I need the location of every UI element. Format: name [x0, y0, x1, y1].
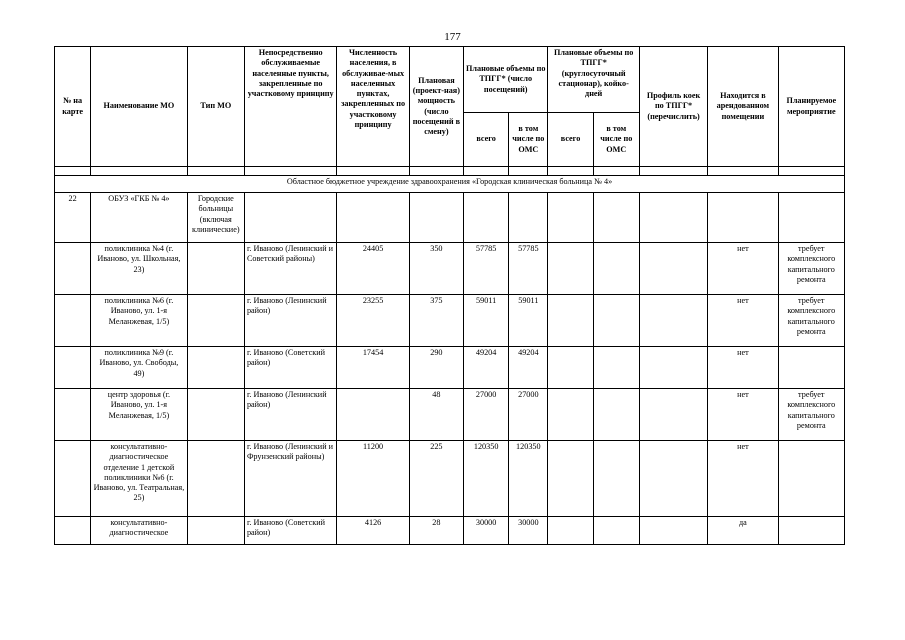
header-beds: Профиль коек по ТПГГ* (перечислить)	[639, 47, 707, 167]
org-type: Городские больницы (включая клинические)	[187, 193, 244, 243]
row-total: 30000	[464, 517, 509, 545]
row-total: 49204	[464, 347, 509, 389]
row-rented: нет	[708, 295, 778, 347]
header-type: Тип МО	[187, 47, 244, 167]
header-hosp-total: всего	[548, 113, 593, 167]
mo-table	[54, 46, 845, 545]
header-planned: Планируемое мероприятие	[778, 47, 844, 167]
header-hosp-oms: в том числе по ОМС	[593, 113, 639, 167]
row-capacity: 290	[409, 347, 463, 389]
row-total: 57785	[464, 243, 509, 295]
row-planned: требует комплексного капитального ремонта	[778, 295, 844, 347]
row-capacity: 28	[409, 517, 463, 545]
header-amb-oms: в том числе по ОМС	[509, 113, 548, 167]
table-row	[55, 295, 845, 347]
row-planned: требует комплексного капитального ремонта	[778, 243, 844, 295]
page-number: 177	[444, 31, 461, 43]
header-served: Непосредственно обслуживаемые населенные пункты, закрепленные по участковому принципу	[244, 47, 336, 167]
row-capacity: 225	[409, 441, 463, 517]
row-served: г. Иваново (Ленинский район)	[244, 389, 336, 441]
table-row	[55, 243, 845, 295]
header-amb-total: всего	[464, 113, 509, 167]
row-capacity: 48	[409, 389, 463, 441]
org-num: 22	[55, 193, 91, 243]
row-total: 27000	[464, 389, 509, 441]
row-population: 23255	[337, 295, 409, 347]
row-planned: требует комплексного капитального ремонта	[778, 389, 844, 441]
row-population: 24405	[337, 243, 409, 295]
row-served: г. Иваново (Советский район)	[244, 347, 336, 389]
table-row	[55, 389, 845, 441]
row-name: консультативно-диагностическое	[91, 517, 187, 545]
table-row	[55, 517, 845, 545]
row-name: консультативно-диагностическое отделение 1 детской поликлиники №6 (г. Иваново, ул. Театральная, 25)	[91, 441, 187, 517]
row-served: г. Иваново (Ленинский и Фрунзенский районы)	[244, 441, 336, 517]
row-rented: нет	[708, 243, 778, 295]
row-name: поликлиника №9 (г. Иваново, ул. Свободы, 49)	[91, 347, 187, 389]
row-oms: 30000	[509, 517, 548, 545]
row-served: г. Иваново (Советский район)	[244, 517, 336, 545]
row-served: г. Иваново (Ленинский район)	[244, 295, 336, 347]
spacer-row	[55, 167, 845, 176]
row-capacity: 350	[409, 243, 463, 295]
row-served: г. Иваново (Ленинский и Советский районы)	[244, 243, 336, 295]
header-num: № на карте	[55, 47, 91, 167]
header-hosp-group: Плановые объемы по ТПГГ* (круглосуточный стационар), койко-дней	[548, 47, 639, 113]
row-capacity: 375	[409, 295, 463, 347]
header-name: Наименование МО	[91, 47, 187, 167]
header-population: Численность населения, в обслуживае-мых населенных пунктах, закрепленных по участковому принципу	[337, 47, 409, 167]
row-name: центр здоровья (г. Иваново, ул. 1-я Меланжевая, 1/5)	[91, 389, 187, 441]
table-row	[55, 441, 845, 517]
row-rented: да	[708, 517, 778, 545]
header-capacity: Плановая (проект-ная) мощность (число посещений в смену)	[409, 47, 463, 167]
row-population: 17454	[337, 347, 409, 389]
section-row	[55, 176, 845, 193]
section-title: Областное бюджетное учреждение здравоохранения «Городская клиническая больница № 4»	[55, 176, 845, 193]
row-name: поликлиника №6 (г. Иваново, ул. 1-я Меланжевая, 1/5)	[91, 295, 187, 347]
row-oms: 120350	[509, 441, 548, 517]
row-rented: нет	[708, 441, 778, 517]
header-rented: Находится в арендованном помещении	[708, 47, 778, 167]
org-row	[55, 193, 845, 243]
row-oms: 27000	[509, 389, 548, 441]
row-rented: нет	[708, 389, 778, 441]
org-name: ОБУЗ «ГКБ № 4»	[91, 193, 187, 243]
header-amb-group: Плановые объемы по ТПГГ* (число посещений)	[464, 47, 548, 113]
row-population: 11200	[337, 441, 409, 517]
row-oms: 49204	[509, 347, 548, 389]
row-population: 4126	[337, 517, 409, 545]
row-name: поликлиника №4 (г. Иваново, ул. Школьная, 23)	[91, 243, 187, 295]
row-rented: нет	[708, 347, 778, 389]
row-total: 59011	[464, 295, 509, 347]
row-total: 120350	[464, 441, 509, 517]
table-row	[55, 347, 845, 389]
row-oms: 59011	[509, 295, 548, 347]
row-oms: 57785	[509, 243, 548, 295]
